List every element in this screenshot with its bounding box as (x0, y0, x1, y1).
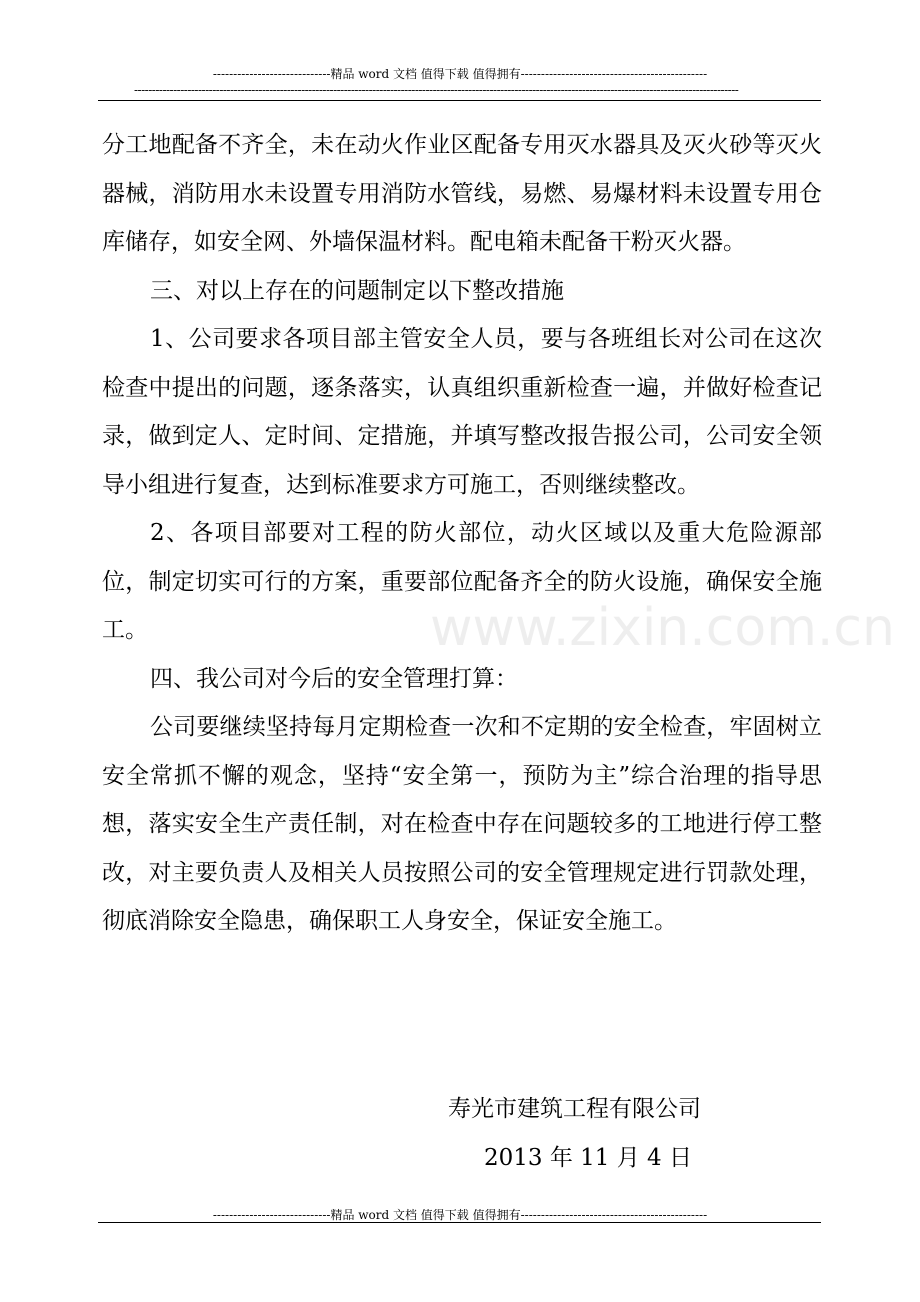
measure-item-1: 1、公司要求各项目部主管安全人员，要与各班组长对公司在这次检查中提出的问题，逐条落实，认真组织重新检查一遍，并做好检查记录，做到定人、定时间、定措施，并填写整改报告报公司，公司安全领导小组进行复查，达到标准要求方可施工，否则继续整改。 (102, 326, 822, 498)
footer-rule (98, 1222, 821, 1223)
header-rule (98, 100, 821, 101)
header-dash-line: -------------------------------------------------------------------------------------------------------------------------------------------------------------------------- (134, 84, 739, 96)
paragraph-fire-equipment: 分工地配备不齐全，未在动火作业区配备专用灭水器具及灭火砂等灭火器械，消防用水未设置专用消防水管线，易燃、易爆材料未设置专用仓库储存，如安全网、外墙保温材料。配电箱未配备干粉灭火器。 (102, 132, 822, 255)
section-heading-future-plan: 四、我公司对今后的安全管理打算： (150, 665, 518, 692)
measure-item-2: 2、各项目部要对工程的防火部位，动火区域以及重大危险源部位，制定切实可行的方案，重要部位配备齐全的防火设施，确保安全施工。 (102, 520, 822, 643)
paragraph-future-plan: 公司要继续坚持每月定期检查一次和不定期的安全检查，牢固树立安全常抓不懈的观念，坚持“安全第一，预防为主”综合治理的指导思想，落实安全生产责任制，对在检查中存在问题较多的工地进行停工整改，对主要负责人及相关人员按照公司的安全管理规定进行罚款处理，彻底消除安全隐患，确保职工人身安全，保证安全施工。 (102, 714, 822, 934)
document-body (102, 121, 822, 946)
footer-banner-text: -----------------------------精品 word 文档 值得下载 值得拥有---------------------------------------------- (212, 1208, 708, 1222)
watermark-text: www.zixin.com.cn (430, 598, 895, 658)
signature-date: 2013 年 11 月 4 日 (484, 1145, 692, 1171)
header-banner-text: -----------------------------精品 word 文档 值得下载 值得拥有---------------------------------------------- (212, 67, 708, 81)
section-heading-rectification: 三、对以上存在的问题制定以下整改措施 (150, 277, 564, 304)
signature-company: 寿光市建筑工程有限公司 (448, 1096, 701, 1122)
